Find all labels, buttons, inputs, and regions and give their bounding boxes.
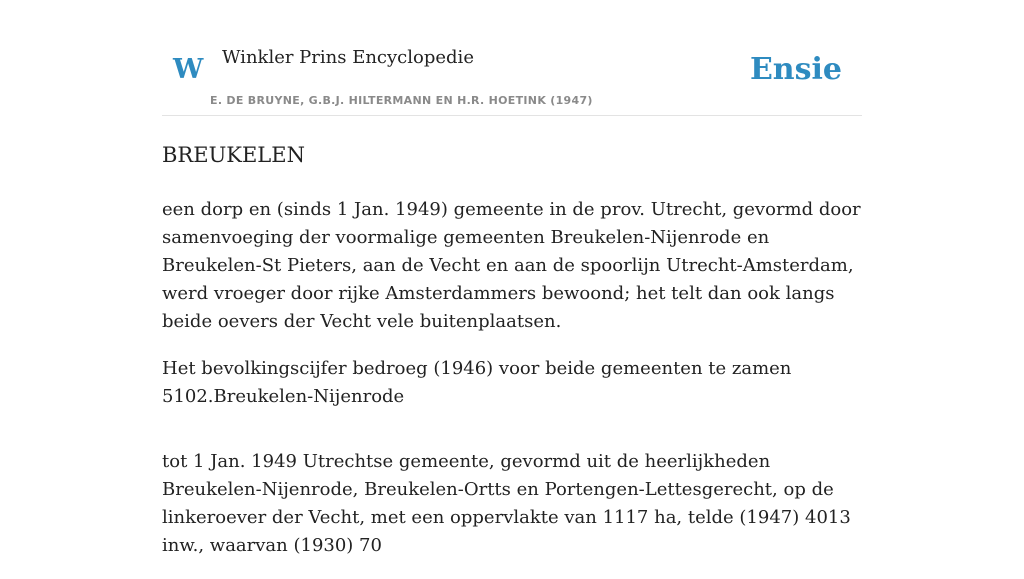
article-paragraph-1: een dorp en (sinds 1 Jan. 1949) gemeente in de prov. Utrecht, gevormd door samenvoeging der voormalige gemeenten Breukelen-Nijenrode en Breukelen-St Pieters, aan de Vecht en aan de spoorlijn Utrecht-Amsterdam, werd vroeger door rijke Amsterdammers bewoond; het telt dan ook langs beide oevers der Vecht vele buitenplaatsen.	[162, 199, 861, 332]
site-title-link[interactable]: Winkler Prins Encyclopedie	[222, 47, 474, 68]
article-content	[162, 137, 862, 579]
site-header	[162, 40, 862, 116]
article-paragraph-3: tot 1 Jan. 1949 Utrechtse gemeente, gevormd uit de heerlijkheden Breukelen-Nijenrode, Breukelen-Ortts en Portengen-Lettesgerecht, op de linkeroever der Vecht, met een oppervlakte van 1117 ha, telde (1947) 4013 inw., waarvan (1930) 70	[162, 451, 851, 556]
ensie-brand-logo[interactable]: Ensie	[749, 52, 842, 87]
article-paragraph-2: Het bevolkingscijfer bedroeg (1946) voor beide gemeenten te zamen 5102.Breukelen-Nijenrode	[162, 358, 792, 407]
authors-byline: E. DE BRUYNE, G.B.J. HILTERMANN EN H.R. HOETINK (1947)	[210, 94, 593, 107]
winkler-prins-logo[interactable]: W	[173, 54, 204, 85]
entry-title: BREUKELEN	[162, 143, 305, 167]
